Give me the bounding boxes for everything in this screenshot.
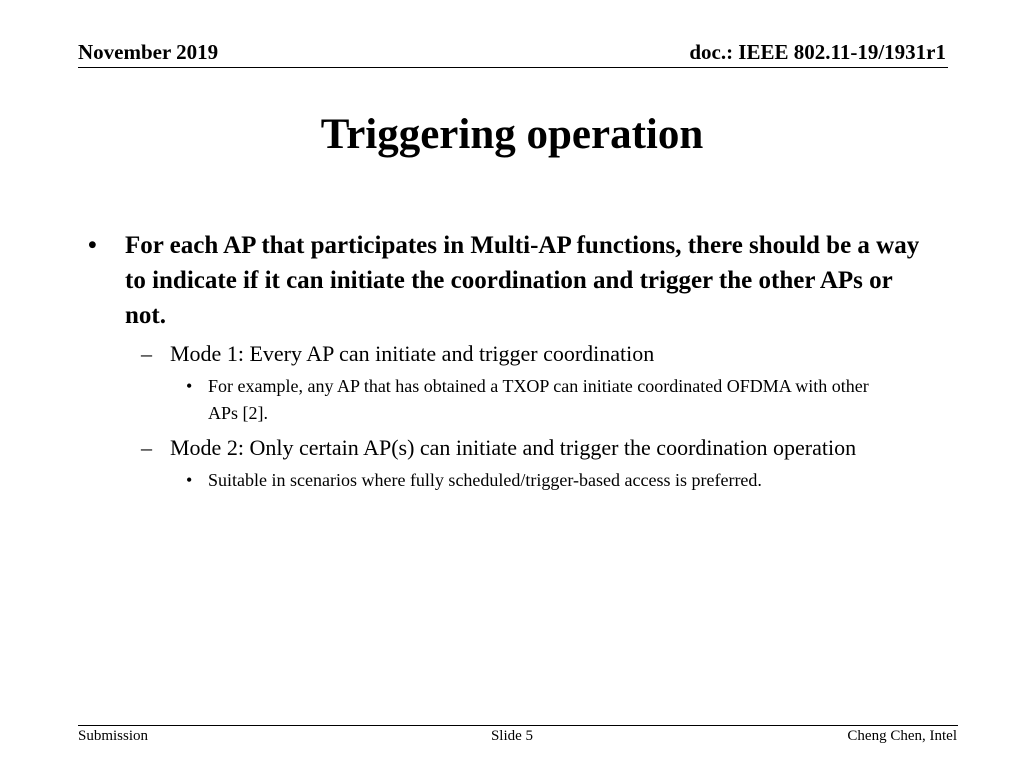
footer-slide-number: Slide 5	[490, 728, 534, 744]
header-date: November 2019	[78, 40, 219, 64]
slide-body	[84, 228, 934, 494]
bullet-mode1-example-text: For example, any AP that has obtained a TXOP can initiate coordinated OFDMA with other APs [2].	[208, 376, 869, 423]
footer-author: Cheng Chen, Intel	[847, 728, 957, 744]
bullet-main	[84, 228, 934, 333]
bullet-main-marker: •	[88, 232, 97, 259]
bullet-mode1	[141, 339, 934, 369]
bullet-mode2-example-text: Suitable in scenarios where fully scheduled/trigger-based access is preferred.	[208, 470, 762, 490]
bullet-mode1-text: Mode 1: Every AP can initiate and trigger coordination	[170, 341, 655, 366]
slide-title: Triggering operation	[320, 111, 704, 158]
footer-submission: Submission	[78, 728, 149, 744]
bullet-mode1-marker: –	[141, 341, 152, 366]
bullet-mode2-text: Mode 2: Only certain AP(s) can initiate and trigger the coordination operation	[170, 435, 857, 460]
header-doc-id: doc.: IEEE 802.11-19/1931r1	[689, 40, 946, 64]
bullet-mode2-example-marker: •	[186, 470, 193, 490]
bullet-mode2-example	[186, 467, 898, 494]
bullet-main-text: For each AP that participates in Multi-AP functions, there should be a way to indicate if it can initiate the coordination and trigger the other APs or not.	[125, 232, 920, 329]
footer-divider	[78, 725, 958, 726]
bullet-mode1-example	[186, 373, 898, 427]
bullet-mode1-example-marker: •	[186, 376, 193, 396]
bullet-mode2-marker: –	[141, 435, 152, 460]
bullet-mode2	[141, 433, 934, 463]
header-divider	[78, 67, 948, 68]
